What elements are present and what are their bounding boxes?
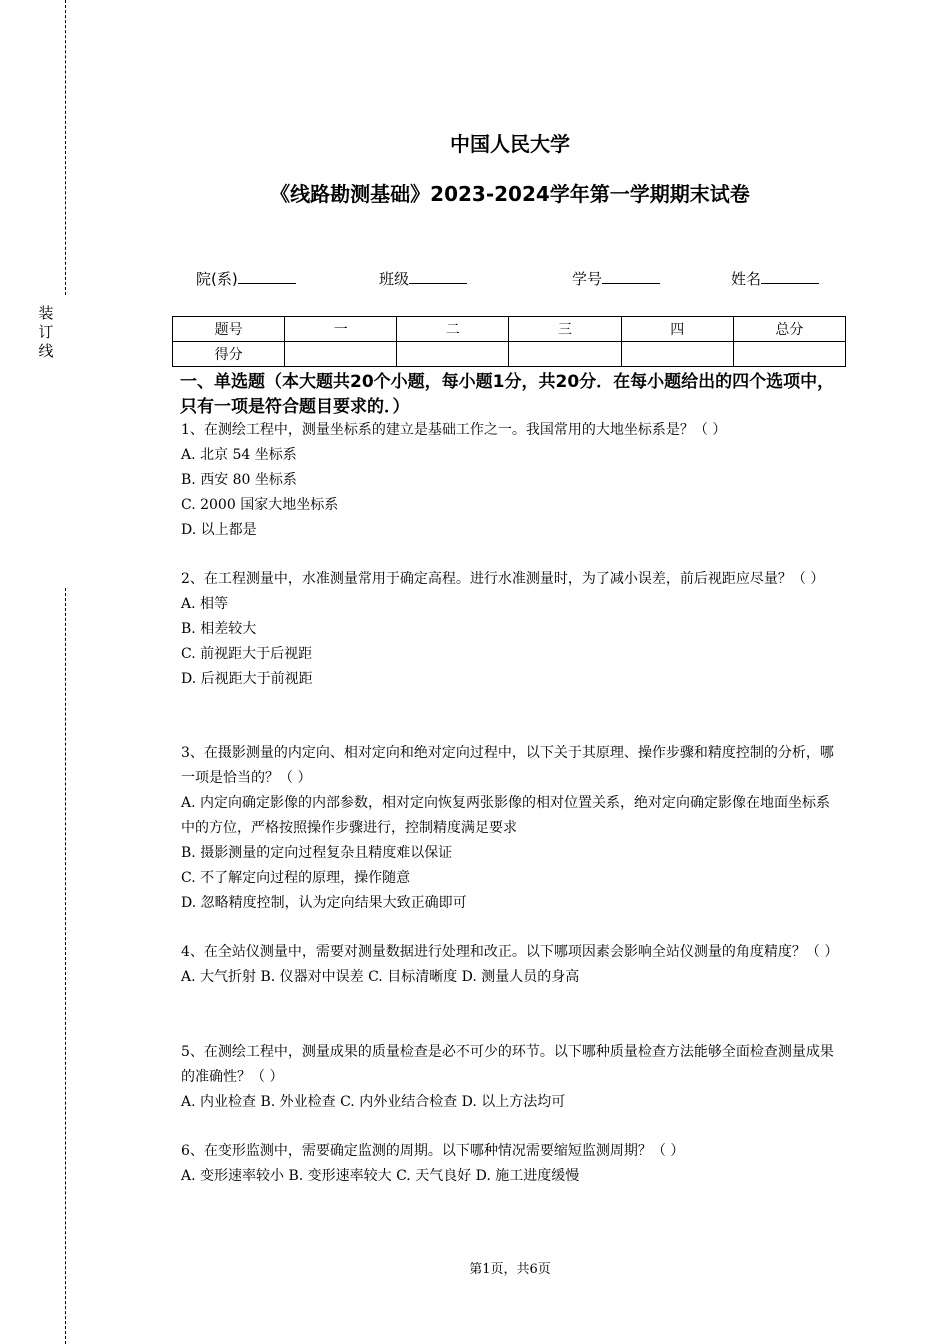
score-cell: 三 — [509, 317, 621, 342]
question-6 — [181, 1139, 841, 1189]
question-1 — [181, 418, 841, 543]
score-input-cell — [621, 342, 733, 367]
question-stem: 2、在工程测量中，水准测量常用于确定高程。进行水准测量时，为了减小误差，前后视距应尽量？（ ） — [181, 571, 825, 587]
binding-char: 线 — [38, 342, 54, 360]
score-table — [172, 316, 846, 367]
question-stem: 3、在摄影测量的内定向、相对定向和绝对定向过程中，以下关于其原理、操作步骤和精度控制的分析，哪一项是恰当的？（ ） — [181, 745, 834, 786]
score-cell: 一 — [285, 317, 397, 342]
question-option: A. 相等 — [181, 596, 229, 612]
score-cell: 二 — [397, 317, 509, 342]
binding-label — [36, 304, 56, 361]
question-option: C. 不了解定向过程的原理，操作随意 — [181, 870, 411, 886]
question-option: B. 西安 80 坐标系 — [181, 472, 297, 488]
score-input-cell — [733, 342, 845, 367]
question-option: A. 大气折射 B. 仪器对中误差 C. 目标清晰度 D. 测量人员的身高 — [181, 969, 580, 985]
score-input-cell — [397, 342, 509, 367]
score-table-header-row — [173, 317, 846, 342]
binding-line-bottom — [65, 588, 66, 1344]
question-option: D. 以上都是 — [181, 522, 257, 538]
score-table-score-row — [173, 342, 846, 367]
question-option: A. 内定向确定影像的内部参数，相对定向恢复两张影像的相对位置关系，绝对定向确定影像在地面坐标系中的方位，严格按照操作步骤进行，控制精度满足要求 — [181, 795, 831, 836]
question-option: C. 2000 国家大地坐标系 — [181, 497, 339, 513]
student-id-field: 学号 — [572, 268, 660, 289]
question-3 — [181, 741, 841, 916]
score-cell: 题号 — [173, 317, 285, 342]
university-title: 中国人民大学 — [450, 132, 570, 156]
question-5 — [181, 1040, 841, 1115]
exam-title: 《线路勘测基础》2023-2024学年第一学期期末试卷 — [270, 182, 750, 206]
question-option: D. 后视距大于前视距 — [181, 671, 313, 687]
question-2 — [181, 567, 841, 692]
score-cell: 得分 — [173, 342, 285, 367]
score-input-cell — [285, 342, 397, 367]
score-input-cell — [509, 342, 621, 367]
question-option: A. 变形速率较小 B. 变形速率较大 C. 天气良好 D. 施工进度缓慢 — [181, 1168, 580, 1184]
section-heading: 一、单选题（本大题共20个小题，每小题1分，共20分．在每小题给出的四个选项中，只有一项是符合题目要求的．） — [180, 372, 835, 417]
question-option: A. 内业检查 B. 外业检查 C. 内外业结合检查 D. 以上方法均可 — [181, 1094, 566, 1110]
class-field: 班级 — [379, 268, 467, 289]
question-4 — [181, 940, 841, 990]
question-option: D. 忽略精度控制，认为定向结果大致正确即可 — [181, 895, 467, 911]
question-stem: 4、在全站仪测量中，需要对测量数据进行处理和改正。以下哪项因素会影响全站仪测量的角度精度？（ ） — [181, 944, 839, 960]
score-cell: 总分 — [733, 317, 845, 342]
dept-field: 院(系) — [196, 268, 296, 289]
question-option: A. 北京 54 坐标系 — [181, 447, 297, 463]
page-footer: 第1页，共6页 — [469, 1262, 551, 1277]
name-field: 姓名 — [731, 268, 819, 289]
question-option: B. 相差较大 — [181, 621, 257, 637]
score-cell: 四 — [621, 317, 733, 342]
question-stem: 1、在测绘工程中，测量坐标系的建立是基础工作之一。我国常用的大地坐标系是？（ ） — [181, 422, 727, 438]
question-stem: 6、在变形监测中，需要确定监测的周期。以下哪种情况需要缩短监测周期？（ ） — [181, 1143, 685, 1159]
question-stem: 5、在测绘工程中，测量成果的质量检查是必不可少的环节。以下哪种质量检查方法能够全面检查测量成果的准确性？（ ） — [181, 1044, 834, 1085]
binding-char: 订 — [38, 323, 54, 341]
question-option: C. 前视距大于后视距 — [181, 646, 313, 662]
question-option: B. 摄影测量的定向过程复杂且精度难以保证 — [181, 845, 453, 861]
binding-char: 装 — [38, 304, 54, 322]
